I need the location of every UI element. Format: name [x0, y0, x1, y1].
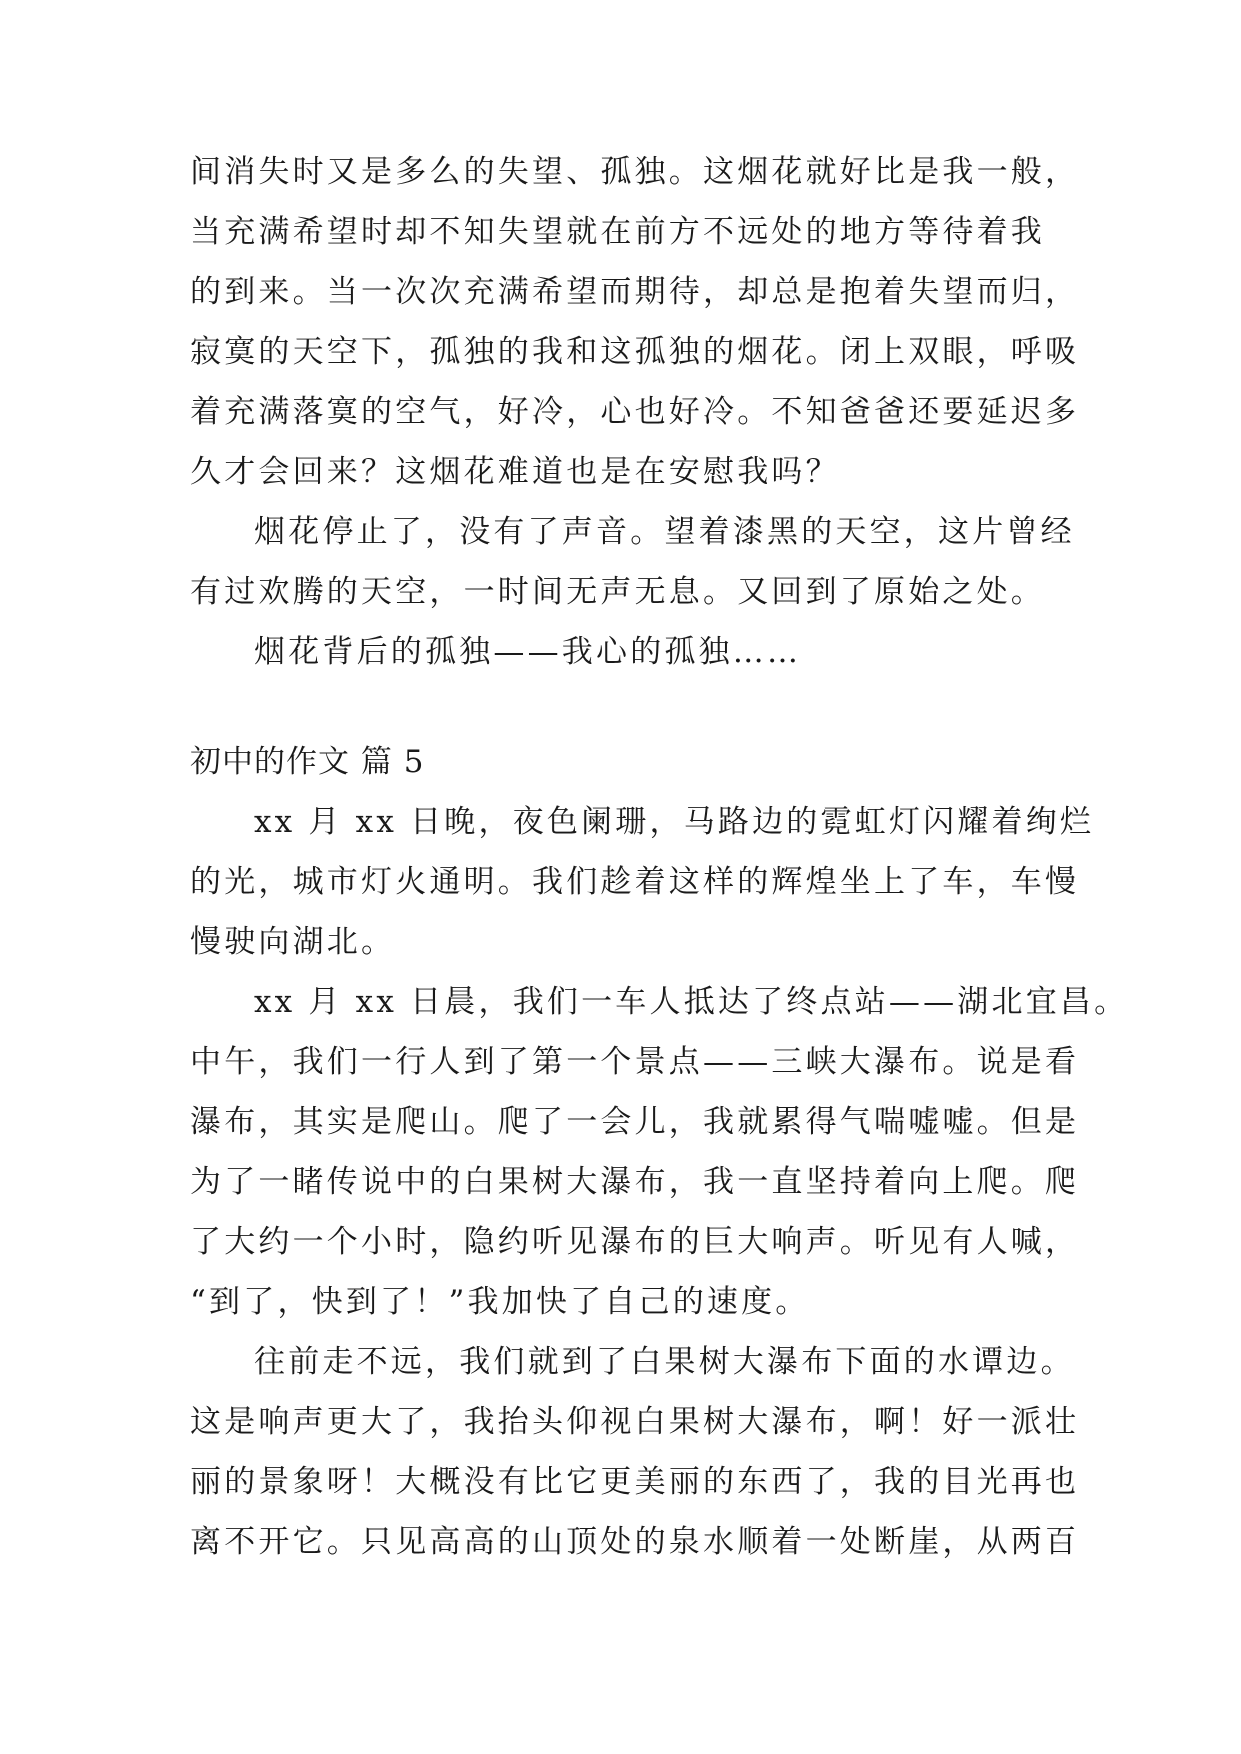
text-line: 丽的景象呀！大概没有比它更美丽的东西了，我的目光再也 — [190, 1464, 1080, 1500]
paragraph-first-line: 往前走不远，我们就到了白果树大瀑布下面的水谭边。 — [254, 1344, 1075, 1380]
text-line: 慢驶向湖北。 — [190, 924, 396, 960]
section-heading: 初中的作文 篇 5 — [190, 744, 425, 780]
text-line: 了大约一个小时，隐约听见瀑布的巨大响声。听见有人喊， — [190, 1224, 1080, 1260]
paragraph-first-line: 烟花背后的孤独——我心的孤独…… — [254, 634, 802, 670]
text-line: 这是响声更大了，我抬头仰视白果树大瀑布，啊！好一派壮 — [190, 1404, 1080, 1440]
text-line: 的光，城市灯火通明。我们趁着这样的辉煌坐上了车，车慢 — [190, 864, 1080, 900]
text-line: 寂寞的天空下，孤独的我和这孤独的烟花。闭上双眼，呼吸 — [190, 334, 1080, 370]
text-line: 当充满希望时却不知失望就在前方不远处的地方等待着我 — [190, 214, 1045, 250]
text-line: 离不开它。只见高高的山顶处的泉水顺着一处断崖，从两百 — [190, 1524, 1080, 1560]
text-line: 的到来。当一次次充满希望而期待，却总是抱着失望而归， — [190, 274, 1080, 310]
text-line: “到了，快到了！”我加快了自己的速度。 — [190, 1284, 810, 1320]
text-line: 为了一睹传说中的白果树大瀑布，我一直坚持着向上爬。爬 — [190, 1164, 1080, 1200]
paragraph-first-line: xx 月 xx 日晚，夜色阑珊，马路边的霓虹灯闪耀着绚烂 — [254, 804, 1095, 840]
text-line: 久才会回来？这烟花难道也是在安慰我吗？ — [190, 454, 840, 490]
text-line: 着充满落寞的空气，好冷，心也好冷。不知爸爸还要延迟多 — [190, 394, 1080, 430]
text-line: 间消失时又是多么的失望、孤独。这烟花就好比是我一般， — [190, 154, 1080, 190]
text-line: 中午，我们一行人到了第一个景点——三峡大瀑布。说是看 — [190, 1044, 1080, 1080]
text-line: 有过欢腾的天空，一时间无声无息。又回到了原始之处。 — [190, 574, 1045, 610]
paragraph-first-line: 烟花停止了，没有了声音。望着漆黑的天空，这片曾经 — [254, 514, 1075, 550]
text-line: 瀑布，其实是爬山。爬了一会儿，我就累得气喘嘘嘘。但是 — [190, 1104, 1080, 1140]
paragraph-first-line: xx 月 xx 日晨，我们一车人抵达了终点站——湖北宜昌。 — [254, 984, 1129, 1020]
